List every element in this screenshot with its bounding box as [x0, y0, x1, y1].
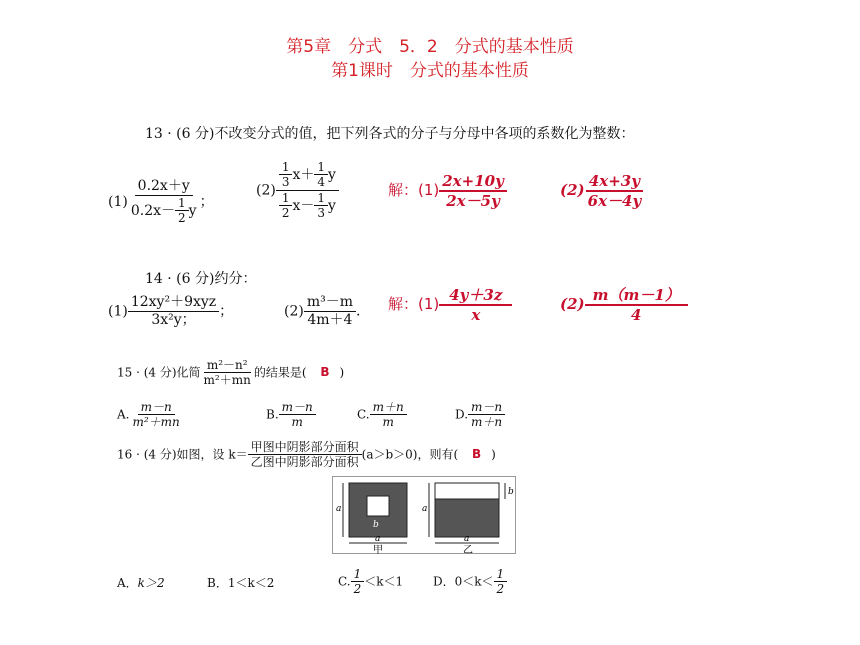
q15-answer: B: [320, 365, 330, 380]
q13-answer1: 解：(1) $\frac{2x+10y}{2x-5y}$: [388, 172, 507, 210]
q16-denominator: 乙图中阴影部分面积: [250, 455, 359, 470]
q13-p1-denominator: 0.2x－ $\frac{1}{2}$ y: [130, 195, 197, 226]
yi-label-a-bottom: a: [464, 534, 470, 544]
q14-answer2: (2) $\frac{m(m-1)}{4}$: [560, 286, 688, 324]
q14-part2: (2) $\frac{\text{m³－m}}{4m+4}$ .: [284, 294, 361, 328]
q16-answer: B: [472, 447, 482, 462]
q13-ans2-numerator: 4x+3y: [586, 172, 643, 192]
jia-label-a-side: a: [336, 504, 342, 514]
q16-numerator: 甲图中阴影部分面积: [248, 440, 362, 455]
q15-option-a: A. $\frac{m-n}{\text{m²＋mn}}$: [117, 400, 180, 430]
q16-option-c: C. $\frac{1}{2}$ ＜k＜1: [338, 567, 404, 597]
q16-stem: 16 · (4 分)如图，设 k＝ $\frac{\text{甲图中阴影部分面积}}{\text{乙图中阴影部分面积}}$ (a＞b＞0)，则有( B ): [117, 440, 496, 470]
q14-part1: (1) $\frac{\text{12xy²＋9xyz}}{\text{3x²y；}}$ ；: [108, 294, 234, 328]
yi-shaded-rect: [435, 499, 499, 537]
yi-top-strip: [435, 483, 499, 499]
q13-ans1-numerator: 2x+10y: [439, 172, 507, 192]
jia-caption: 甲: [373, 545, 383, 555]
figure-yi: [422, 483, 514, 555]
q14-p1-numerator: 12xy²＋9xyz: [128, 294, 219, 312]
q13-p2-fraction: [276, 160, 339, 221]
yi-caption: 乙: [463, 545, 473, 555]
q14-stem: 14 · (6 分)约分：: [145, 271, 257, 287]
q15-option-b: B. $\frac{m-n}{m}$: [266, 400, 316, 430]
q14-ans2-denominator: 4: [631, 306, 642, 324]
q13-stem: 13 · (6 分)不改变分式的值，把下列各式的分子与分母中各项的系数化为整数：: [145, 126, 635, 142]
q14-ans1-denominator: x: [471, 306, 481, 324]
figure-jia: [336, 483, 407, 555]
q16-figure-svg: [333, 477, 517, 555]
q13-p1-fraction: [128, 178, 200, 226]
q13-part1: (1) 0.2x＋y 0.2x－ $\frac{1}{2}$ y ；: [108, 178, 214, 226]
q16-option-a: A．k＞2: [117, 576, 165, 590]
q13-p2-denominator: $\frac{1}{2}$ x－ $\frac{1}{3}$ y: [276, 191, 339, 221]
q16-option-b: B．1＜k＜2: [207, 576, 275, 590]
q14-ans1-numerator: 4y＋3z: [439, 286, 512, 306]
q16-option-d: D．0＜k＜ $\frac{1}{2}$: [433, 567, 507, 597]
q13-p2-label: (2): [256, 182, 276, 199]
q13-ans1-denominator: 2x－5y: [446, 192, 500, 210]
q13-answer2: (2) $\frac{4x+3y}{6x-4y}$: [560, 172, 644, 210]
q16-figure: [332, 476, 516, 554]
q15-option-d: D. $\frac{m-n}{m+n}$: [455, 400, 505, 430]
lesson-title: 第1课时 分式的基本性质: [331, 61, 529, 81]
q14-p1-denominator: 3x²y；: [151, 311, 196, 328]
q13-part2: [256, 160, 339, 221]
q13-p1-numerator: 0.2x＋y: [135, 178, 193, 196]
q15-stem: 15 · (4 分)化简 $\frac{\text{m²－n²}}{\text{m²＋mn}}$ 的结果是( B ): [117, 358, 345, 388]
jia-label-b: b: [373, 520, 379, 530]
yi-label-b: b: [508, 487, 514, 497]
q13-p2-numerator: $\frac{1}{3}$ x＋ $\frac{1}{4}$ y: [276, 160, 339, 191]
yi-label-a-side: a: [422, 504, 428, 514]
q14-p2-numerator: m³－m: [304, 294, 356, 312]
jia-label-a-bottom: a: [375, 534, 381, 544]
q15-numerator: m²－n²: [204, 358, 251, 373]
q13-ans2-denominator: 6x－4y: [587, 192, 642, 210]
jia-inner-square: [367, 496, 389, 516]
q15-option-c: C. $\frac{m+n}{m}$: [357, 400, 407, 430]
chapter-title: 第5章 分式 5．2 分式的基本性质: [286, 37, 574, 57]
q14-ans2-numerator: m（m－1）: [585, 286, 688, 306]
q15-denominator: m²＋mn: [203, 373, 251, 388]
q14-p2-denominator: 4m＋4: [307, 311, 353, 328]
q13-p1-label: (1): [108, 193, 128, 210]
q14-answer1: 解：(1) $\frac{4y+3z}{x}$: [388, 286, 512, 324]
